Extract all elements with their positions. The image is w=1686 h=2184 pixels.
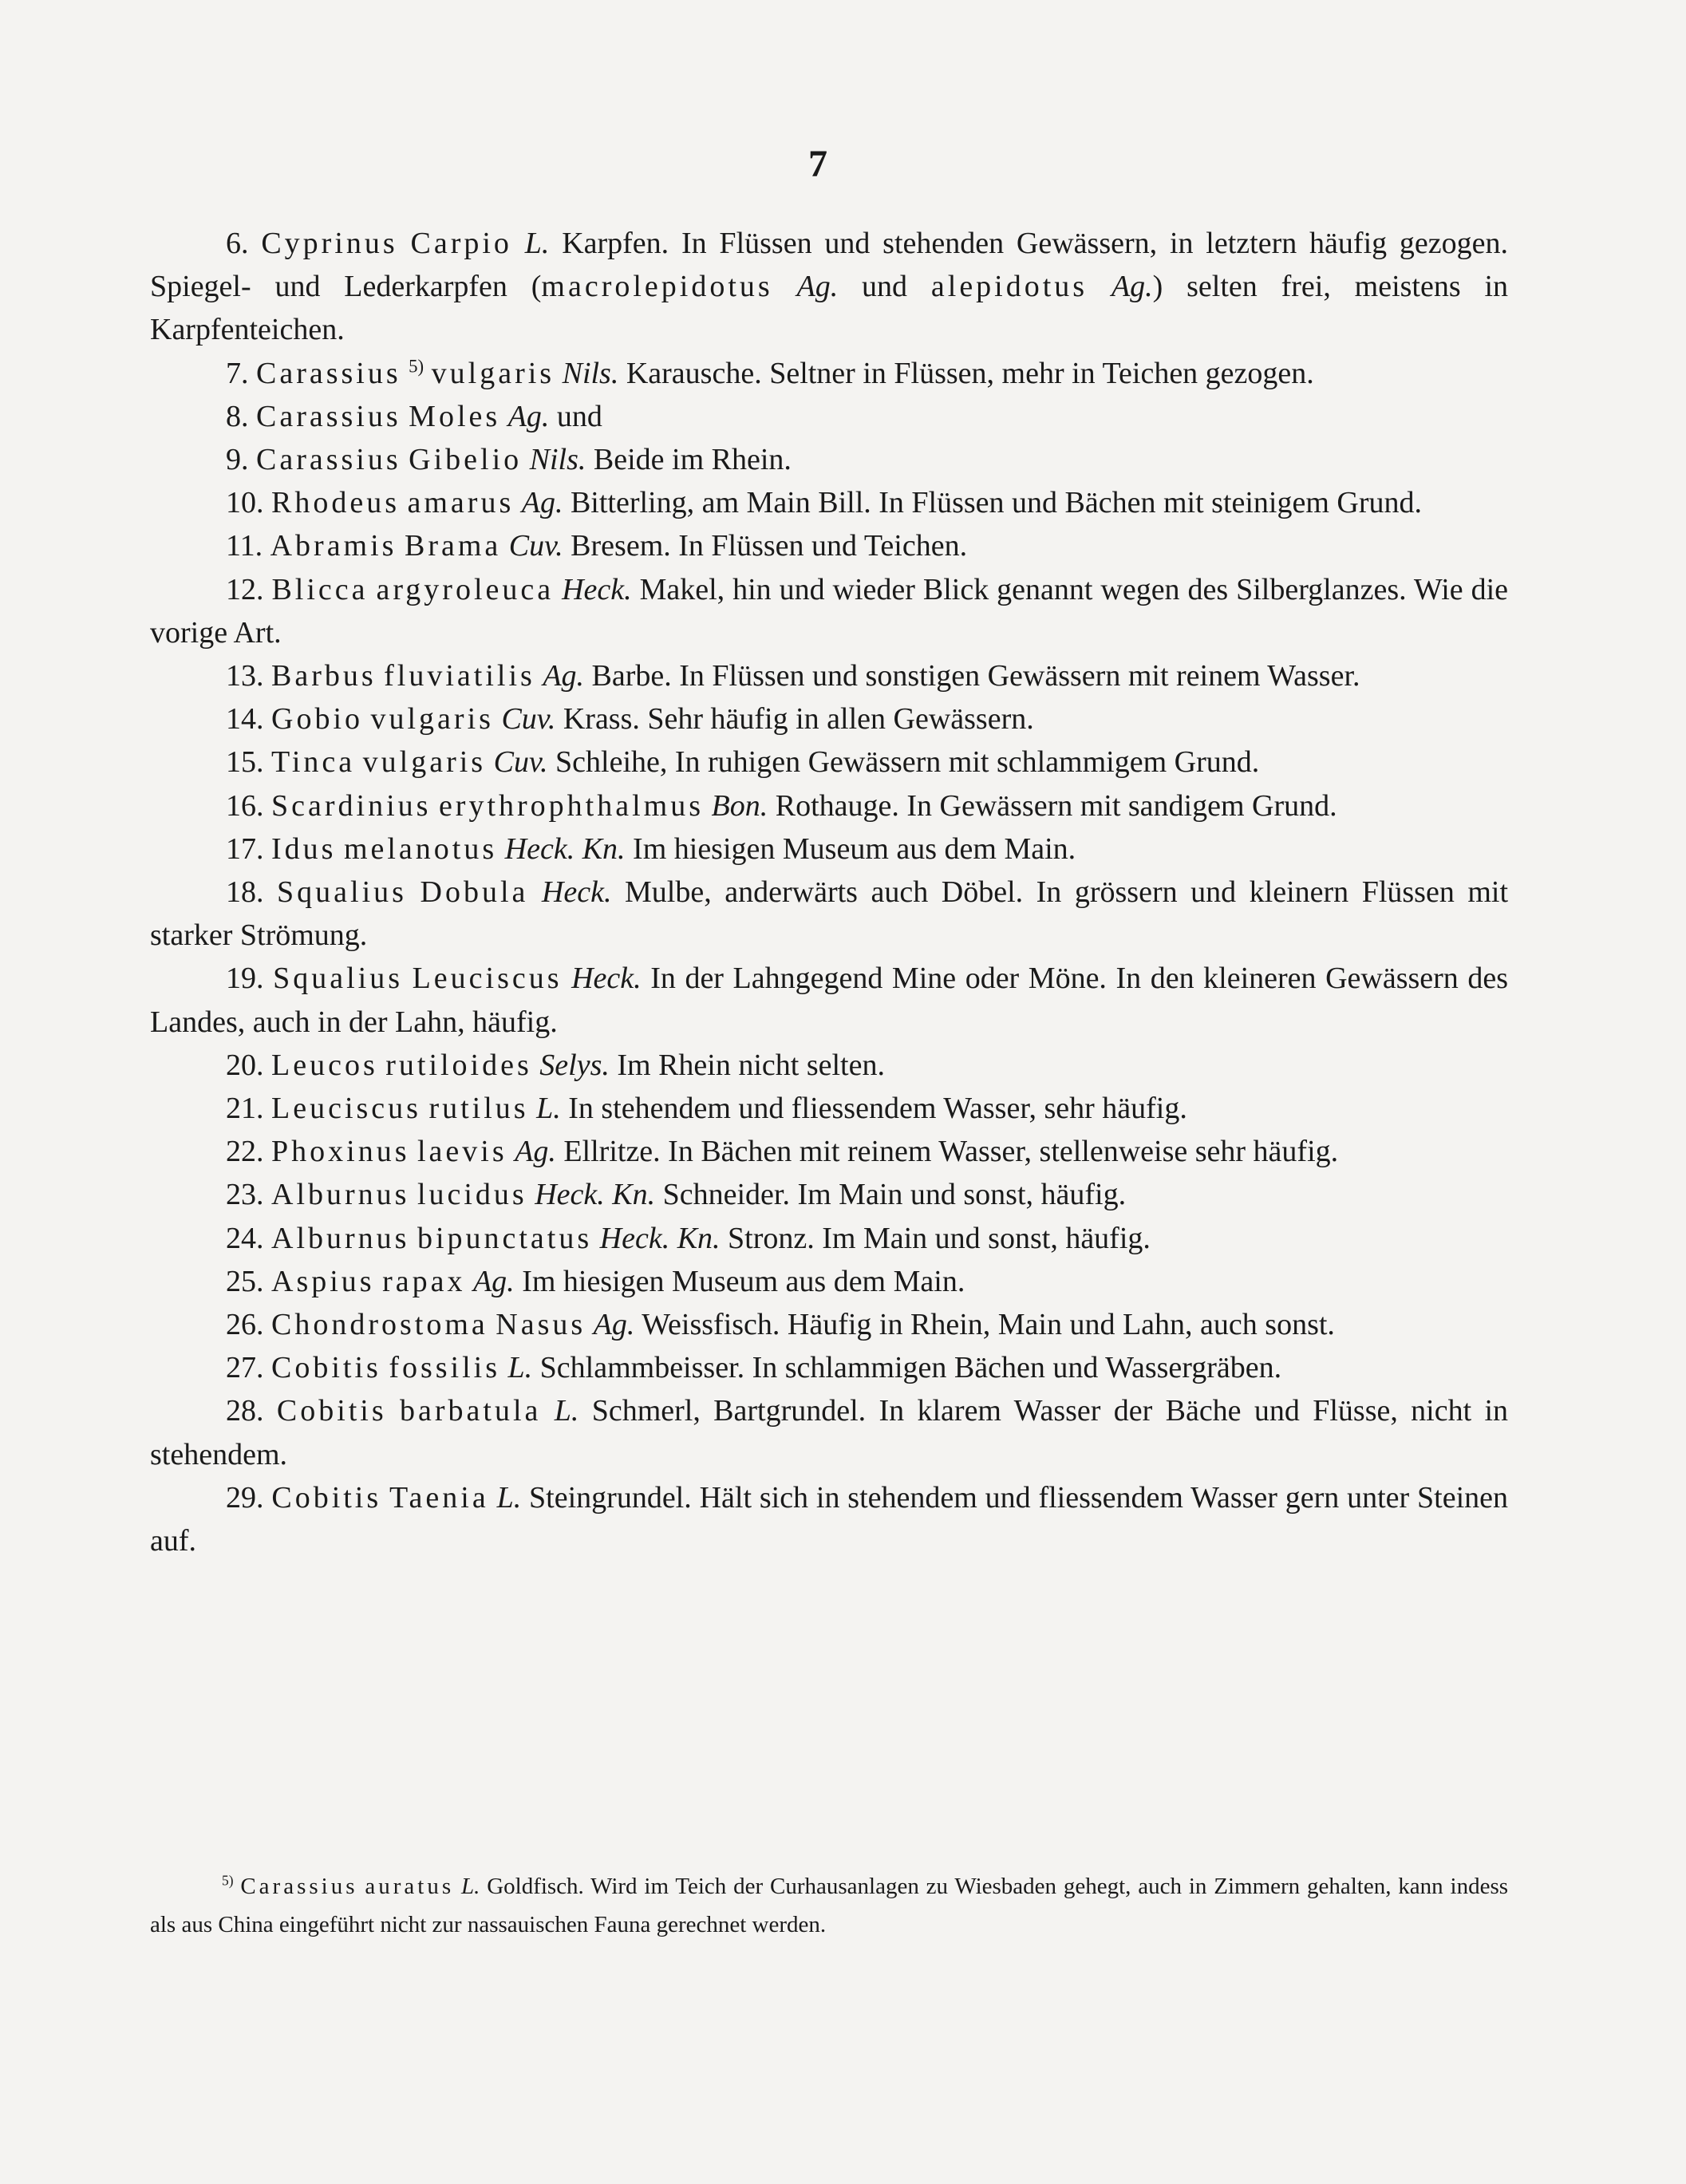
species-name: barbatula xyxy=(400,1394,542,1428)
entry-text: Krass. Sehr häufig in allen Gewässern. xyxy=(563,702,1034,737)
author-abbrev: Heck. Kn. xyxy=(504,831,626,866)
species-name: vulgaris xyxy=(362,745,487,780)
author-abbrev: Ag. xyxy=(521,486,563,520)
genus-name: Tinca xyxy=(271,745,356,780)
entry-text: Beide im Rhein. xyxy=(593,443,792,477)
genus-name: Phoxinus xyxy=(271,1135,410,1169)
author-abbrev: L. xyxy=(507,1351,533,1385)
author-abbrev: Heck. Kn. xyxy=(599,1221,721,1255)
entry-text: Weissfisch. Häufig in Rhein, Main und Lahn, auch sonst. xyxy=(642,1308,1335,1342)
entry-text: Rothauge. In Gewässern mit sandigem Grund. xyxy=(775,788,1337,823)
genus-name: Idus xyxy=(271,831,337,866)
genus-name: Barbus xyxy=(271,659,377,693)
author-abbrev: Heck. xyxy=(571,962,642,996)
list-item xyxy=(150,1389,1508,1475)
species-name: rutiloides xyxy=(385,1048,532,1082)
author-abbrev: Cuv. xyxy=(493,745,548,780)
list-item xyxy=(150,395,1508,438)
entry-text: Schleihe, In ruhigen Gewässern mit schlammigem Grund. xyxy=(555,745,1260,780)
species-name: lucidus xyxy=(417,1178,527,1212)
species-name: fluviatilis xyxy=(384,659,535,693)
list-item xyxy=(150,481,1508,524)
list-item xyxy=(150,871,1508,957)
species-name: amarus xyxy=(407,486,515,520)
author-abbrev: Heck. Kn. xyxy=(535,1178,656,1212)
species-name: Nasus xyxy=(496,1308,586,1342)
footnote-ref: 5) xyxy=(409,355,424,376)
entry-text: Ellritze. In Bächen mit reinem Wasser, stellenweise sehr häufig. xyxy=(563,1135,1339,1169)
species-name: fossilis xyxy=(389,1351,501,1385)
genus-name: Carassius xyxy=(240,1874,358,1899)
entry-text: Schlammbeisser. In schlammigen Bächen und Wassergräben. xyxy=(539,1351,1282,1385)
list-item xyxy=(150,741,1508,784)
author-abbrev: Heck. xyxy=(541,875,612,910)
species-list xyxy=(150,222,1508,1562)
list-item xyxy=(150,568,1508,654)
entry-number: 14. xyxy=(226,702,264,737)
entry-number: 8. xyxy=(226,399,249,433)
species-name: auratus xyxy=(365,1874,455,1899)
entry-number: 21. xyxy=(226,1092,264,1126)
entry-number: 11. xyxy=(226,529,263,563)
entry-number: 25. xyxy=(226,1264,264,1298)
entry-number: 13. xyxy=(226,659,264,693)
entry-text: Schmerl, Bartgrundel. In klarem Wasser der Bäche und Flüsse, nicht in stehendem. xyxy=(150,1394,1509,1471)
entry-number: 22. xyxy=(226,1135,264,1169)
list-item xyxy=(150,1217,1508,1260)
genus-name: Cobitis xyxy=(271,1480,382,1515)
entry-text: Bitterling, am Main Bill. In Flüssen und Bächen mit steinigem Grund. xyxy=(570,486,1423,520)
entry-text: Im hiesigen Museum aus dem Main. xyxy=(633,831,1076,866)
entry-number: 19. xyxy=(226,962,264,996)
genus-name: Leucos xyxy=(271,1048,378,1082)
entry-text: Bresem. In Flüssen und Teichen. xyxy=(571,529,968,563)
species-name: rutilus xyxy=(428,1092,529,1126)
list-item xyxy=(150,827,1508,871)
genus-name: Abramis xyxy=(270,529,397,563)
species-name: bipunctatus xyxy=(417,1221,593,1255)
entry-number: 26. xyxy=(226,1308,264,1342)
entry-number: 20. xyxy=(226,1048,264,1082)
entry-number: 12. xyxy=(226,572,264,606)
author-abbrev: L. xyxy=(460,1874,480,1899)
variety-name: macrolepidotus xyxy=(541,270,773,304)
genus-name: Cobitis xyxy=(271,1351,381,1385)
genus-name: Gobio xyxy=(271,702,363,737)
species-name: melanotus xyxy=(343,831,498,866)
author-abbrev: Cuv. xyxy=(501,702,556,737)
list-item xyxy=(150,438,1508,481)
author-abbrev: Nils. xyxy=(529,443,586,477)
entry-number: 15. xyxy=(226,745,264,780)
genus-name: Squalius xyxy=(273,962,403,996)
footnote-text: Goldfisch. Wird im Teich der Curhausanlagen zu Wiesbaden gehegt, auch in Zimmern gehalten, kann indess als aus China eingeführt nicht zur nassauischen Fauna gerechnet werden. xyxy=(150,1874,1509,1937)
genus-name: Rhodeus xyxy=(271,486,400,520)
genus-name: Scardinius xyxy=(271,788,432,823)
author-abbrev: Ag. xyxy=(593,1308,635,1342)
genus-name: Cyprinus xyxy=(261,227,398,260)
entry-text: ) selten frei, meistens in Karpfenteichen. xyxy=(150,270,1509,347)
entry-number: 6. xyxy=(226,227,249,260)
genus-name: Leuciscus xyxy=(271,1092,421,1126)
entry-number: 17. xyxy=(226,831,264,866)
author-abbrev: Ag. xyxy=(515,1135,556,1169)
entry-number: 10. xyxy=(226,486,264,520)
author-abbrev: Ag. xyxy=(1111,270,1153,304)
entry-text: Barbe. In Flüssen und sonstigen Gewässern mit reinem Wasser. xyxy=(591,659,1360,693)
entry-text: In der Lahngegend Mine oder Möne. In den kleineren Gewässern des Landes, auch in der Lahn, häufig. xyxy=(150,962,1509,1039)
list-item xyxy=(150,352,1508,395)
entry-text: Karausche. Seltner in Flüssen, mehr in Teichen gezogen. xyxy=(626,356,1314,390)
entry-number: 27. xyxy=(226,1351,264,1385)
species-name: Taenia xyxy=(389,1480,489,1515)
variety-name: alepidotus xyxy=(930,270,1088,304)
species-name: laevis xyxy=(417,1135,507,1169)
species-name: Brama xyxy=(404,529,502,563)
genus-name: Chondrostoma xyxy=(271,1308,488,1342)
species-name: erythrophthalmus xyxy=(438,788,704,823)
author-abbrev: Ag. xyxy=(507,399,550,433)
genus-name: Carassius xyxy=(256,399,401,433)
species-name: Leuciscus xyxy=(412,962,563,996)
author-abbrev: L. xyxy=(524,227,550,260)
species-name: vulgaris xyxy=(431,356,555,390)
entry-text: und xyxy=(838,270,931,304)
genus-name: Carassius xyxy=(256,443,401,477)
author-abbrev: Heck. xyxy=(562,572,632,606)
genus-name: Cobitis xyxy=(276,1394,387,1428)
footnotes xyxy=(150,1867,1508,1944)
list-item xyxy=(150,1346,1508,1389)
list-item xyxy=(150,524,1508,567)
list-item xyxy=(150,1260,1508,1303)
list-item xyxy=(150,697,1508,741)
author-abbrev: L. xyxy=(496,1480,522,1515)
species-name: Dobula xyxy=(420,875,529,910)
author-abbrev: Selys. xyxy=(539,1048,610,1082)
entry-number: 7. xyxy=(226,356,249,390)
species-name: Gibelio xyxy=(409,443,523,477)
entry-number: 9. xyxy=(226,443,249,477)
author-abbrev: Nils. xyxy=(562,356,619,390)
author-abbrev: Ag. xyxy=(796,270,839,304)
entry-text: Karpfen. In Flüssen und stehenden Gewässern, in letztern häufig gezogen. Spiegel- und Lederkarpfen ( xyxy=(150,227,1509,304)
entry-text: Mulbe, anderwärts auch Döbel. In grössern und kleinern Flüssen mit starker Strömung. xyxy=(150,875,1509,953)
entry-text: Im hiesigen Museum aus dem Main. xyxy=(522,1264,965,1298)
entry-text: Im Rhein nicht selten. xyxy=(617,1048,885,1082)
entry-text: und xyxy=(556,399,602,433)
list-item xyxy=(150,957,1508,1043)
entry-number: 18. xyxy=(226,875,264,910)
entry-number: 29. xyxy=(226,1480,264,1515)
list-item xyxy=(150,1044,1508,1087)
entry-text: Schneider. Im Main und sonst, häufig. xyxy=(662,1178,1127,1212)
list-item xyxy=(150,654,1508,697)
list-item xyxy=(150,784,1508,827)
genus-name: Alburnus xyxy=(271,1178,410,1212)
genus-name: Carassius xyxy=(256,356,401,390)
entry-text: Stronz. Im Main und sonst, häufig. xyxy=(728,1221,1151,1255)
list-item xyxy=(150,1173,1508,1216)
author-abbrev: Ag. xyxy=(472,1264,515,1298)
entry-text: Makel, hin und wieder Blick genannt wegen des Silberglanzes. Wie die vorige Art. xyxy=(150,572,1509,650)
entry-number: 28. xyxy=(226,1394,264,1428)
list-item xyxy=(150,222,1508,352)
entry-number: 24. xyxy=(226,1221,264,1255)
author-abbrev: Bon. xyxy=(711,788,768,823)
entry-number: 16. xyxy=(226,788,264,823)
genus-name: Squalius xyxy=(277,875,407,910)
author-abbrev: Ag. xyxy=(543,659,585,693)
species-name: Moles xyxy=(409,399,501,433)
species-name: rapax xyxy=(382,1264,466,1298)
author-abbrev: Cuv. xyxy=(508,529,563,563)
genus-name: Alburnus xyxy=(271,1221,410,1255)
author-abbrev: L. xyxy=(536,1092,561,1126)
list-item xyxy=(150,1087,1508,1130)
genus-name: Aspius xyxy=(271,1264,375,1298)
species-name: vulgaris xyxy=(370,702,494,737)
page-number: 7 xyxy=(808,143,827,185)
entry-number: 23. xyxy=(226,1178,264,1212)
species-name: argyroleuca xyxy=(376,572,555,606)
author-abbrev: L. xyxy=(554,1394,579,1428)
list-item xyxy=(150,1130,1508,1173)
species-name: Carpio xyxy=(410,227,512,260)
footnote xyxy=(150,1867,1508,1944)
genus-name: Blicca xyxy=(271,572,369,606)
entry-text: In stehendem und fliessendem Wasser, sehr häufig. xyxy=(568,1092,1187,1126)
list-item xyxy=(150,1303,1508,1346)
list-item xyxy=(150,1476,1508,1562)
footnote-mark: 5) xyxy=(222,1872,234,1889)
entry-text: Steingrundel. Hält sich in stehendem und fliessendem Wasser gern unter Steinen auf. xyxy=(150,1480,1509,1558)
